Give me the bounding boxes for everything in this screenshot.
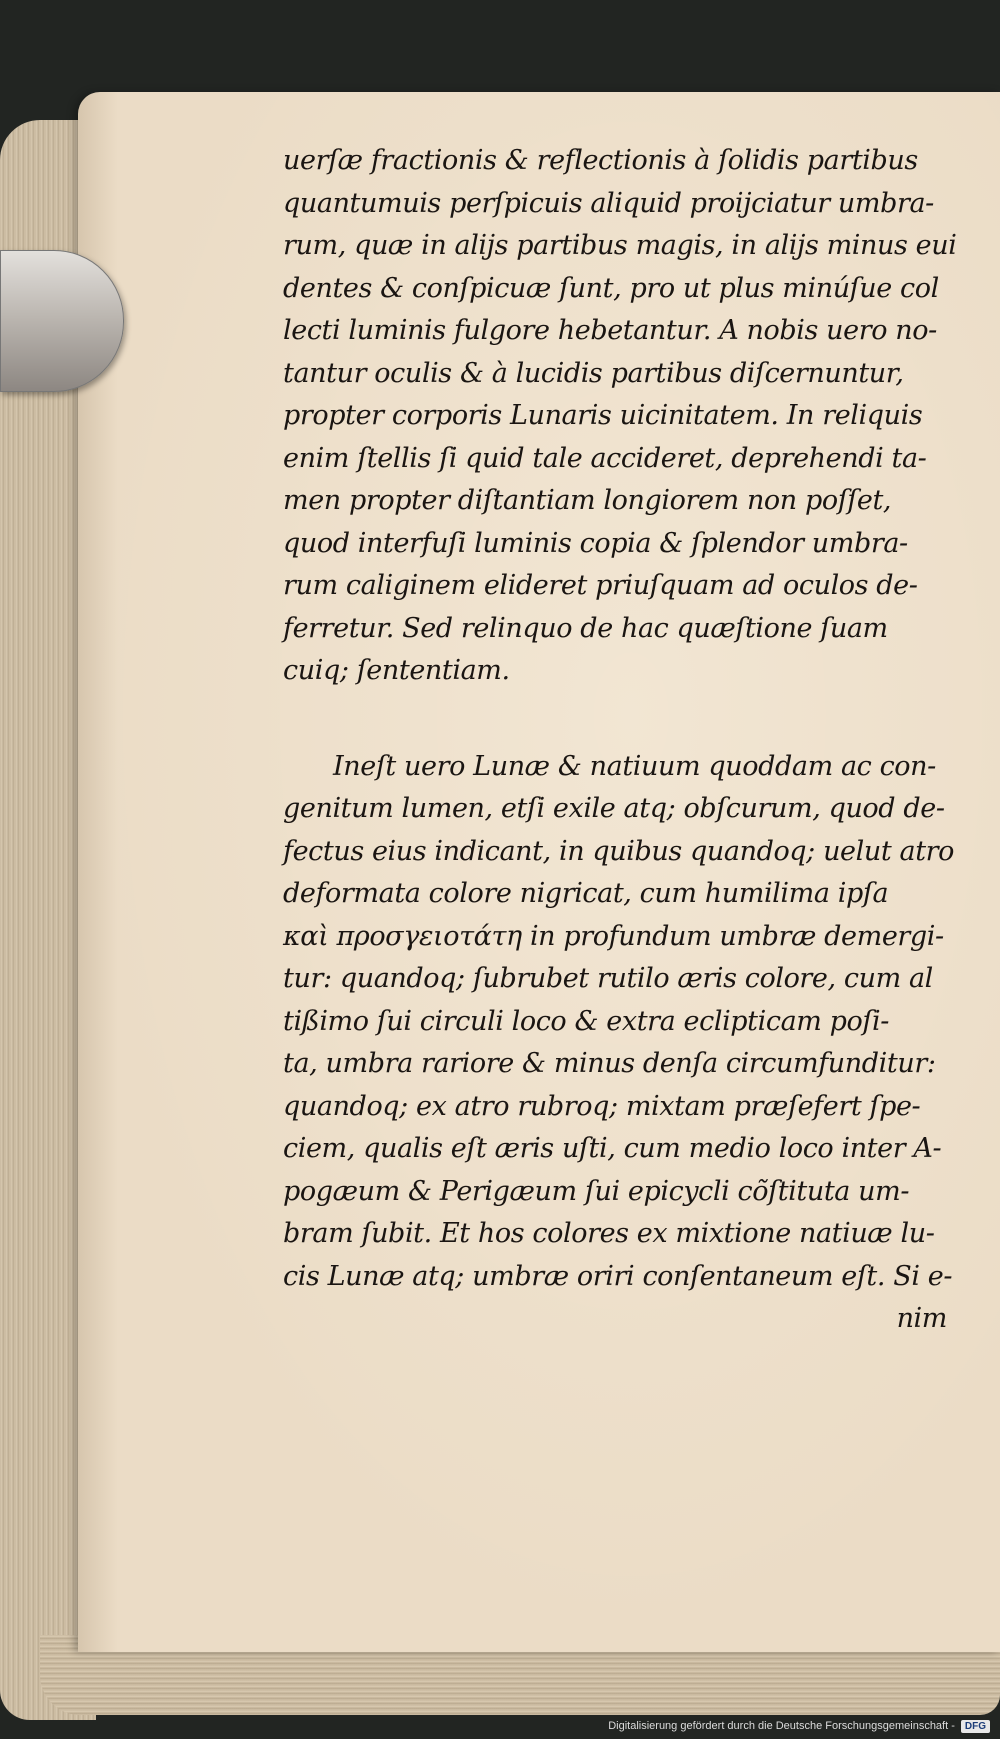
catchword: nim [896, 1303, 947, 1334]
page-text [283, 140, 955, 1341]
text-line: cis Lunæ atq; umbræ oriri conſentaneum eſt. Si e- [283, 1260, 953, 1292]
text-line: rum, quæ in alijs partibus magis, in alijs minus eui [283, 230, 957, 261]
text-line: tantur oculis & à lucidis partibus diſcernuntur, [283, 357, 904, 389]
text-line: uerſæ fractionis & reflectionis à ſolidis partibus [283, 145, 918, 176]
text-line: quantumuis perſpicuis aliquid proijciatur umbra- [283, 187, 934, 219]
text-line: enim ſtellis ſi quid tale accideret, deprehendi ta- [283, 442, 927, 474]
dfg-logo: DFG [961, 1720, 990, 1733]
text-line: Ineſt uero Lunæ & natiuum quoddam ac con- [333, 750, 936, 782]
text-line: ta, umbra rariore & minus denſa circumfunditur: [283, 1048, 936, 1079]
text-line: rum caliginem elideret priuſquam ad oculos de- [283, 570, 918, 601]
text-line: fectus eius indicant, in quibus quandoq; uelut atro [283, 835, 955, 867]
text-line: tißimo ſui circuli loco & extra eclipticam poſi- [283, 1005, 889, 1037]
text-line: ferretur. Sed relinquo de hac quæſtione ſuam [283, 612, 888, 644]
text-line: quandoq; ex atro rubroq; mixtam præſefert ſpe- [283, 1090, 921, 1122]
text-line: ciem, qualis eſt æris uſti, cum medio loco inter A- [283, 1133, 942, 1164]
paragraph-gap [283, 693, 955, 746]
text-line: pogæum & Perigæum ſui epicycli cõſtituta um- [283, 1175, 910, 1207]
text-line: propter corporis Lunaris uicinitatem. In reliquis [283, 400, 923, 431]
text-line: lecti luminis fulgore hebetantur. A nobis uero no- [283, 315, 937, 346]
text-line: dentes & conſpicuæ ſunt, pro ut plus minúſue col [283, 272, 939, 304]
text-line: tur: quandoq; ſubrubet rutilo æris colore, cum al [283, 963, 933, 994]
text-line: men propter diſtantiam longiorem non poſſet, [283, 485, 892, 516]
text-line: καὶ προσγειοτάτη in profundum umbræ demergi- [283, 920, 944, 952]
text-line: genitum lumen, etſi exile atq; obſcurum, quod de- [283, 793, 945, 824]
digitization-credit [608, 1715, 990, 1737]
credit-text: Digitalisierung gefördert durch die Deutsche Forschungsgemeinschaft - [608, 1720, 955, 1732]
text-line: quod interfuſi luminis copia & ſplendor umbra- [283, 527, 908, 559]
text-line: deformata colore nigricat, cum humilima ipſa [283, 878, 889, 909]
text-line: bram ſubit. Et hos colores ex mixtione natiuæ lu- [283, 1218, 935, 1249]
text-line: cuiq; ſententiam. [283, 655, 510, 686]
